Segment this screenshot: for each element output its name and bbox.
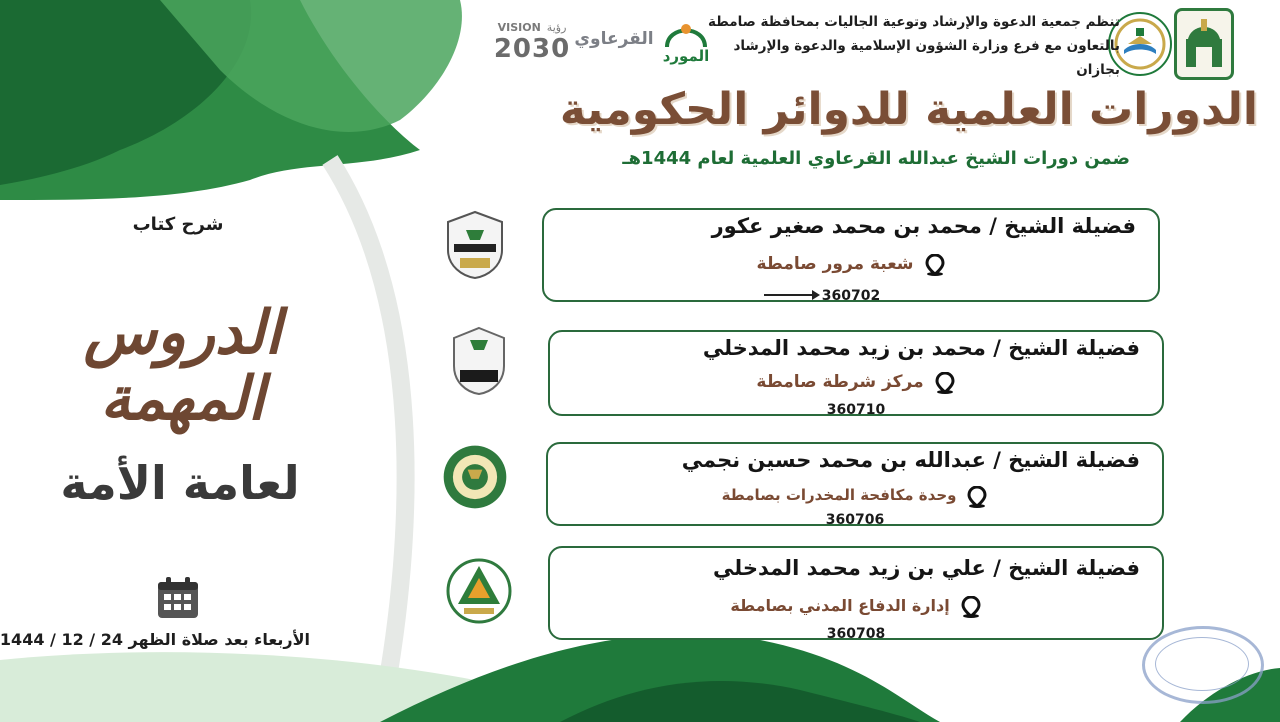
qarawi-label: القرعاوي [574,29,654,49]
book-title: الدروس المهمة [83,298,282,434]
official-stamp [1142,626,1264,704]
course-card [548,546,1164,640]
course-code: 360706 [825,512,885,528]
stamp-inner-ring [1155,637,1249,691]
sheikh-name: فضيلة الشيخ / محمد بن محمد صغير عكور [711,214,1136,238]
location-label: مركز شرطة صامطة [756,372,924,392]
traffic-police-logo [440,210,510,280]
book-subtitle: لعامة الأمة [60,456,300,510]
course-code: 360708 [826,626,886,642]
vision-label: VISION [497,20,541,34]
narcotics-control-logo [440,442,510,512]
course-card [542,208,1160,302]
sheikh-name: فضيلة الشيخ / محمد بن زيد محمد المدخلي [702,336,1140,360]
course-code: 360710 [826,402,886,418]
location-pin-icon [924,254,946,276]
mawrid-logo [656,12,716,70]
ministry-logo [1174,8,1234,80]
course-location [548,486,1162,508]
vision-year: 2030 [493,33,571,64]
organizer-line-2: بالتعاون مع فرع وزارة الشؤون الإسلامية والدعوة والإرشاد بجازان [733,38,1120,78]
main-title: الدورات العلمية للدوائر الحكومية [559,84,1258,135]
course-location [550,372,1162,394]
calendar-icon [156,576,200,620]
location-label: شعبة مرور صامطة [756,254,914,274]
location-pin-icon [966,486,988,508]
organizer-text [700,10,1120,82]
public-security-logo [444,326,514,396]
sub-title: ضمن دورات الشيخ عبدالله القرعاوي العلمية لعام 1444هـ [622,148,1130,169]
civil-defense-logo [444,556,514,626]
sheikh-name: فضيلة الشيخ / علي بن زيد محمد المدخلي [713,556,1140,580]
course-location [544,254,1158,276]
organizer-line-1: تنظم جمعية الدعوة والإرشاد وتوعية الجاليات بمحافظة صامطة [707,14,1120,30]
location-pin-icon [960,596,982,618]
vision-2030-logo [492,16,572,68]
vision-ar-label: رؤية [546,20,567,34]
mawrid-label: المورد [662,47,710,65]
sheikh-name: فضيلة الشيخ / عبدالله بن محمد حسين نجمي [681,448,1140,472]
course-card [546,442,1164,526]
book-label: شرح كتاب [132,214,224,235]
location-label: وحدة مكافحة المخدرات بصامطة [721,486,957,504]
course-card [548,330,1164,416]
location-label: إدارة الدفاع المدني بصامطة [730,596,950,615]
course-code: 360702 [821,288,881,304]
schedule-text: الأربعاء بعد صلاة الظهر 24 / 12 / 1444 [0,630,310,649]
qarawi-logo [574,10,654,68]
course-location [550,596,1162,618]
location-pin-icon [934,372,956,394]
